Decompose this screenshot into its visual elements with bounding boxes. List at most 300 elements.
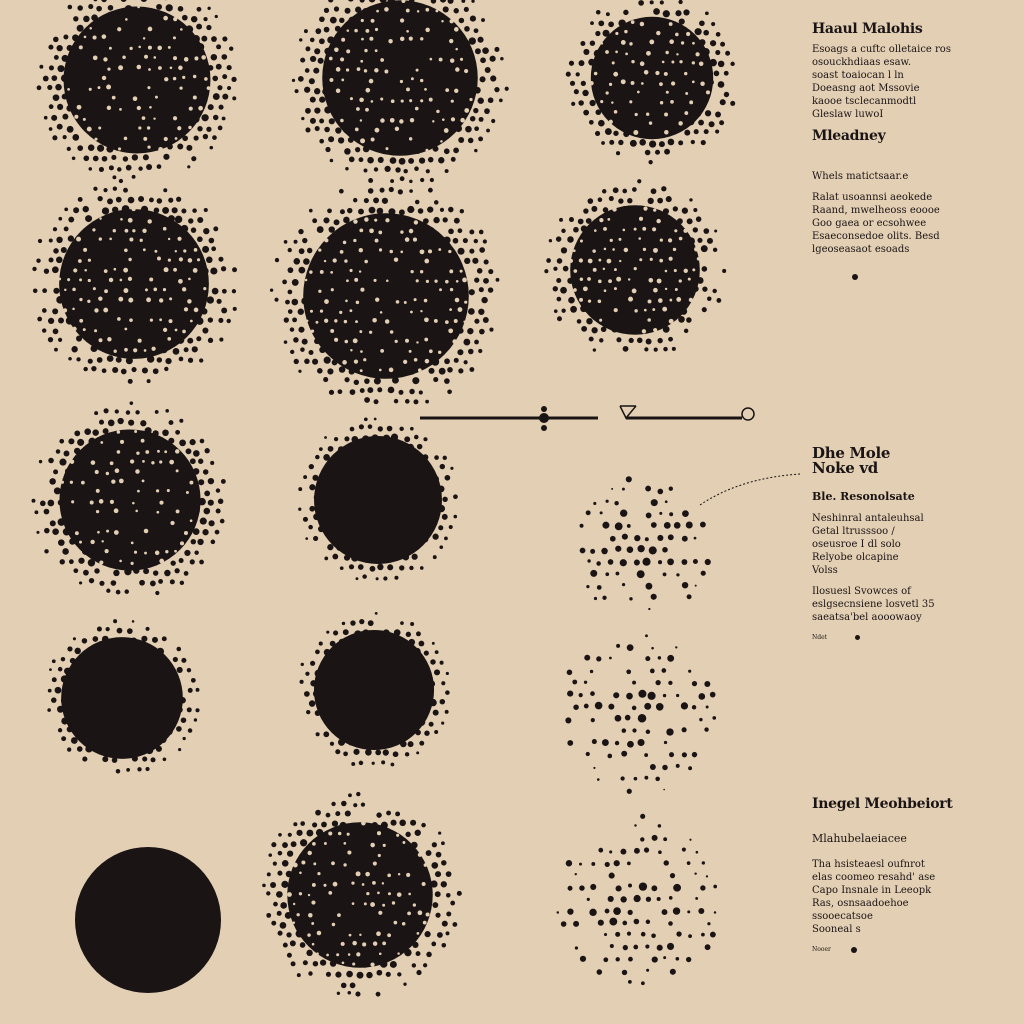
highlight-dot — [625, 52, 628, 55]
halftone-dot — [441, 860, 446, 865]
halftone-dot — [630, 140, 637, 147]
halftone-dot — [275, 258, 279, 262]
highlight-dot — [74, 115, 78, 119]
halftone-dot — [658, 850, 662, 854]
highlight-dot — [416, 279, 419, 282]
halftone-dot — [601, 548, 608, 555]
halftone-dot — [47, 85, 52, 90]
halftone-dot — [578, 100, 583, 105]
halftone-dot — [553, 267, 557, 271]
halftone-dot — [433, 555, 437, 559]
halftone-dot — [589, 337, 594, 342]
highlight-dot — [330, 329, 334, 333]
halftone-dot — [301, 117, 304, 120]
halftone-dot — [373, 197, 379, 203]
halftone-dot — [393, 751, 399, 757]
highlight-dot — [157, 46, 162, 51]
halftone-dot — [670, 969, 676, 975]
halftone-dot — [277, 911, 282, 916]
halftone-dot — [691, 140, 695, 144]
halftone-dot — [44, 528, 50, 534]
halftone-dot — [453, 515, 457, 519]
highlight-dot — [145, 450, 149, 454]
highlight-dot — [439, 288, 442, 291]
halftone-dot — [193, 528, 200, 535]
halftone-dot — [549, 239, 552, 242]
highlight-dot — [353, 219, 357, 223]
halftone-dot — [191, 539, 196, 544]
highlight-dot — [624, 30, 627, 33]
highlight-dot — [157, 257, 161, 261]
highlight-dot — [293, 903, 295, 905]
halftone-dot — [705, 559, 711, 565]
halftone-dot — [155, 410, 159, 414]
halftone-dot — [609, 850, 612, 853]
halftone-dot — [470, 116, 475, 121]
halftone-dot — [319, 139, 324, 144]
halftone-dot — [37, 317, 42, 322]
halftone-dot — [652, 956, 658, 962]
halftone-dot — [441, 722, 444, 725]
halftone-dot — [418, 208, 424, 214]
halftone-dot — [678, 0, 682, 4]
highlight-dot — [137, 65, 142, 70]
halftone-dot — [324, 557, 328, 561]
highlight-dot — [93, 55, 98, 60]
halftone-dot — [669, 896, 673, 900]
highlight-dot — [662, 61, 665, 64]
halftone-dot — [177, 336, 185, 344]
highlight-dot — [168, 46, 171, 49]
halftone-dot — [616, 885, 622, 891]
halftone-dot — [464, 258, 470, 264]
halftone-dot — [47, 500, 54, 507]
highlight-dot — [176, 509, 180, 513]
halftone-dot — [608, 704, 614, 710]
halftone-dot — [605, 128, 612, 135]
halftone-dot — [610, 536, 616, 542]
halftone-dot — [706, 706, 709, 709]
halftone-dot — [454, 8, 459, 13]
halftone-dot — [399, 565, 404, 570]
halftone-dot — [709, 59, 717, 67]
halftone-dot — [644, 753, 648, 757]
halftone-dot — [409, 189, 413, 193]
highlight-dot — [336, 953, 339, 956]
halftone-dot — [626, 476, 632, 482]
halftone-dot — [112, 15, 120, 23]
halftone-dot — [132, 154, 138, 160]
halftone-dot — [364, 417, 368, 421]
halftone-dot — [324, 649, 331, 656]
halftone-dot — [146, 646, 153, 653]
halftone-dot — [695, 28, 702, 35]
halftone-dot — [422, 536, 428, 542]
highlight-dot — [142, 460, 145, 463]
halftone-dot — [634, 535, 640, 541]
halftone-dot — [446, 931, 450, 935]
halftone-dot — [588, 198, 594, 204]
highlight-dot — [644, 70, 649, 75]
halftone-dot — [51, 75, 57, 81]
halftone-dot — [458, 248, 465, 255]
highlight-dot — [149, 106, 152, 109]
highlight-dot — [429, 349, 433, 353]
halftone-dot — [589, 100, 595, 106]
halftone-dot — [434, 455, 439, 460]
halftone-dot — [91, 14, 98, 21]
highlight-dot — [313, 862, 316, 865]
halftone-dot — [349, 564, 354, 569]
halftone-dot — [464, 7, 469, 12]
halftone-dot — [170, 579, 175, 584]
panel-subheading: Mlahubelaeiacee — [812, 832, 907, 845]
halftone-dot — [197, 217, 203, 223]
highlight-dot — [99, 560, 103, 564]
highlight-dot — [434, 280, 437, 283]
halftone-dot — [715, 129, 719, 133]
highlight-dot — [402, 841, 405, 844]
halftone-dot — [693, 286, 699, 292]
highlight-dot — [320, 310, 323, 313]
highlight-dot — [375, 239, 379, 243]
bullet-dot-icon — [851, 947, 857, 953]
halftone-dot — [97, 357, 103, 363]
highlight-dot — [600, 100, 603, 103]
halftone-dot — [595, 131, 600, 136]
bullet-label: Nooer — [812, 946, 831, 953]
halftone-dot — [618, 121, 625, 128]
halftone-dot — [646, 338, 652, 344]
halftone-dot — [187, 338, 193, 344]
halftone-dot — [447, 389, 452, 394]
highlight-dot — [423, 921, 427, 925]
halftone-dot — [657, 535, 663, 541]
halftone-dot — [84, 428, 91, 435]
halftone-dot — [61, 74, 69, 82]
halftone-dot — [198, 459, 203, 464]
halftone-dot — [412, 942, 418, 948]
halftone-dot — [430, 880, 437, 887]
halftone-dot — [187, 498, 194, 505]
halftone-dot — [292, 79, 295, 82]
halftone-dot — [49, 104, 54, 109]
highlight-dot — [644, 309, 647, 312]
halftone-dot — [56, 449, 61, 454]
halftone-dot — [325, 147, 330, 152]
halftone-dot — [200, 439, 205, 444]
halftone-dot — [669, 487, 673, 491]
halftone-dot — [440, 0, 446, 3]
highlight-dot — [463, 321, 465, 323]
halftone-dot — [126, 357, 133, 364]
halftone-dot — [73, 637, 76, 640]
highlight-dot — [684, 111, 688, 115]
halftone-dot — [439, 368, 446, 375]
halftone-dot — [324, 106, 331, 113]
halftone-dot — [654, 347, 658, 351]
highlight-dot — [397, 892, 402, 897]
halftone-dot — [170, 560, 175, 565]
highlight-dot — [417, 10, 419, 12]
halftone-dot — [157, 648, 164, 655]
halftone-dot — [318, 328, 326, 336]
halftone-dot — [197, 7, 202, 12]
halftone-dot — [675, 646, 677, 648]
halftone-dot — [376, 812, 381, 817]
highlight-dot — [106, 85, 111, 90]
halftone-dot — [52, 266, 59, 273]
halftone-dot — [314, 48, 320, 54]
highlight-dot — [184, 57, 189, 62]
halftone-dot — [650, 764, 656, 770]
highlight-dot — [159, 318, 162, 321]
halftone-dot — [673, 884, 681, 892]
halftone-dot — [714, 911, 716, 913]
halftone-dot — [308, 525, 313, 530]
highlight-dot — [88, 259, 91, 262]
halftone-dot — [590, 549, 595, 554]
halftone-dot — [645, 486, 651, 492]
halftone-dot — [657, 945, 663, 951]
halftone-dot — [54, 348, 58, 352]
halftone-dot — [362, 8, 369, 15]
halftone-dot — [282, 842, 288, 848]
highlight-dot — [122, 55, 126, 59]
halftone-dot — [208, 338, 213, 343]
halftone-dot — [318, 526, 324, 532]
halftone-dot — [179, 439, 186, 446]
highlight-dot — [311, 329, 314, 332]
halftone-dot — [383, 629, 390, 636]
halftone-dot — [367, 387, 373, 393]
halftone-dot — [581, 326, 587, 332]
halftone-dot — [298, 76, 304, 82]
halftone-dot — [714, 229, 717, 232]
halftone-dot — [194, 135, 199, 140]
halftone-dot — [102, 156, 108, 162]
halftone-dot — [459, 36, 465, 42]
halftone-dot — [306, 710, 310, 714]
halftone-dot — [197, 43, 204, 50]
highlight-dot — [84, 269, 87, 272]
halftone-dot — [432, 902, 438, 908]
halftone-dot — [78, 558, 84, 564]
highlight-dot — [75, 531, 79, 535]
halftone-dot — [125, 589, 129, 593]
halftone-dot — [488, 287, 493, 292]
halftone-dot — [601, 326, 607, 332]
halftone-dot — [579, 60, 585, 66]
halftone-dot — [193, 468, 200, 475]
highlight-dot — [642, 329, 646, 333]
highlight-dot — [98, 296, 102, 300]
halftone-dot — [439, 545, 443, 549]
halftone-dot — [296, 930, 304, 938]
halftone-dot — [730, 101, 735, 106]
highlight-dot — [589, 81, 593, 85]
halftone-dot — [394, 217, 401, 224]
highlight-dot — [177, 237, 181, 241]
halftone-dot — [608, 896, 614, 902]
highlight-dot — [130, 459, 134, 463]
halftone-dot — [713, 885, 717, 889]
highlight-dot — [353, 338, 358, 343]
halftone-dot — [638, 714, 647, 723]
halftone-dot — [469, 289, 475, 295]
highlight-dot — [345, 300, 348, 303]
highlight-dot — [173, 36, 176, 39]
halftone-dot — [569, 61, 574, 66]
highlight-dot — [380, 311, 383, 314]
halftone-dot — [434, 730, 438, 734]
highlight-dot — [659, 259, 663, 263]
halftone-dot — [620, 849, 626, 855]
halftone-dot — [309, 700, 316, 707]
halftone-dot — [701, 245, 708, 252]
highlight-dot — [146, 297, 151, 302]
halftone-dot — [88, 144, 95, 151]
highlight-dot — [416, 69, 419, 72]
highlight-dot — [78, 259, 82, 263]
halftone-dot — [590, 884, 596, 890]
halftone-dot — [208, 317, 213, 322]
halftone-dot — [678, 316, 685, 323]
halftone-dot — [319, 119, 324, 124]
halftone-dot — [382, 198, 388, 204]
halftone-dot — [310, 38, 315, 43]
halftone-dot — [83, 367, 87, 371]
halftone-dot — [72, 156, 76, 160]
halftone-dot — [176, 647, 181, 652]
halftone-dot — [471, 0, 474, 3]
halftone-dot — [338, 739, 345, 746]
halftone-dot — [314, 88, 320, 94]
halftone-dot — [218, 318, 223, 323]
highlight-dot — [79, 319, 83, 323]
halftone-dot — [458, 328, 464, 334]
highlight-dot — [583, 286, 588, 291]
halftone-dot — [437, 932, 443, 938]
highlight-dot — [88, 279, 91, 282]
halftone-dot — [646, 730, 650, 734]
highlight-dot — [362, 883, 365, 886]
highlight-dot — [683, 229, 687, 233]
highlight-dot — [599, 319, 602, 322]
halftone-dot — [146, 746, 154, 754]
highlight-dot — [94, 138, 97, 141]
halftone-dot — [152, 13, 160, 21]
halftone-dot — [468, 138, 474, 144]
highlight-dot — [117, 450, 121, 454]
highlight-dot — [188, 126, 191, 129]
halftone-dot — [106, 627, 110, 631]
halftone-dot — [94, 411, 98, 415]
halftone-dot — [407, 444, 414, 451]
halftone-dot — [179, 458, 187, 466]
highlight-dot — [380, 97, 383, 100]
halftone-dot — [293, 337, 298, 342]
halftone-dot — [696, 216, 702, 222]
halftone-dot — [106, 589, 110, 593]
halftone-dot — [478, 37, 484, 43]
highlight-dot — [580, 240, 583, 243]
halftone-dot — [572, 680, 577, 685]
halftone-dot — [374, 378, 381, 385]
highlight-dot — [676, 53, 678, 55]
halftone-dot — [414, 147, 421, 154]
halftone-dot — [682, 246, 690, 254]
highlight-dot — [394, 921, 398, 925]
highlight-dot — [656, 31, 660, 35]
halftone-dot — [634, 848, 640, 854]
halftone-dot — [445, 690, 450, 695]
halftone-dot — [360, 0, 365, 3]
highlight-dot — [628, 297, 633, 302]
halftone-dot — [377, 208, 384, 215]
halftone-dot — [321, 822, 327, 828]
halftone-dot — [699, 718, 702, 721]
highlight-dot — [438, 248, 441, 251]
highlight-dot — [106, 530, 109, 533]
halftone-dot — [442, 514, 448, 520]
halftone-dot — [426, 850, 432, 856]
halftone-dot — [61, 697, 69, 705]
halftone-dot — [218, 126, 223, 131]
halftone-dot — [339, 366, 346, 373]
halftone-dot — [290, 881, 298, 889]
halftone-dot — [646, 920, 650, 924]
halftone-dot — [178, 6, 184, 12]
halftone-dot — [669, 512, 673, 516]
highlight-dot — [405, 237, 410, 242]
highlight-dot — [454, 27, 459, 32]
highlight-dot — [662, 307, 667, 312]
halftone-dot — [203, 469, 209, 475]
highlight-dot — [388, 39, 392, 43]
highlight-dot — [354, 29, 357, 32]
halftone-dot — [455, 125, 462, 132]
highlight-dot — [128, 218, 133, 223]
halftone-dot — [400, 176, 405, 181]
halftone-dot — [470, 15, 476, 21]
halftone-dot — [305, 46, 310, 51]
highlight-dot — [369, 228, 374, 233]
halftone-dot — [99, 581, 104, 586]
highlight-dot — [318, 290, 321, 293]
halftone-dot — [429, 368, 435, 374]
halftone-dot — [420, 178, 424, 182]
highlight-dot — [359, 248, 363, 252]
halftone-dot — [216, 509, 221, 514]
halftone-dot — [430, 659, 436, 665]
halftone-dot — [404, 217, 410, 223]
halftone-dot — [67, 747, 71, 751]
halftone-dot — [221, 54, 227, 60]
halftone-dot — [186, 237, 193, 244]
halftone-dot — [305, 108, 311, 114]
highlight-dot — [374, 68, 378, 72]
halftone-dot — [164, 367, 168, 371]
halftone-dot — [474, 87, 481, 94]
halftone-dot — [187, 668, 191, 672]
halftone-dot — [700, 522, 706, 528]
halftone-dot — [268, 853, 272, 857]
highlight-dot — [379, 369, 382, 372]
highlight-dot — [163, 227, 167, 231]
halftone-dot — [203, 228, 209, 234]
halftone-dot — [648, 692, 656, 700]
